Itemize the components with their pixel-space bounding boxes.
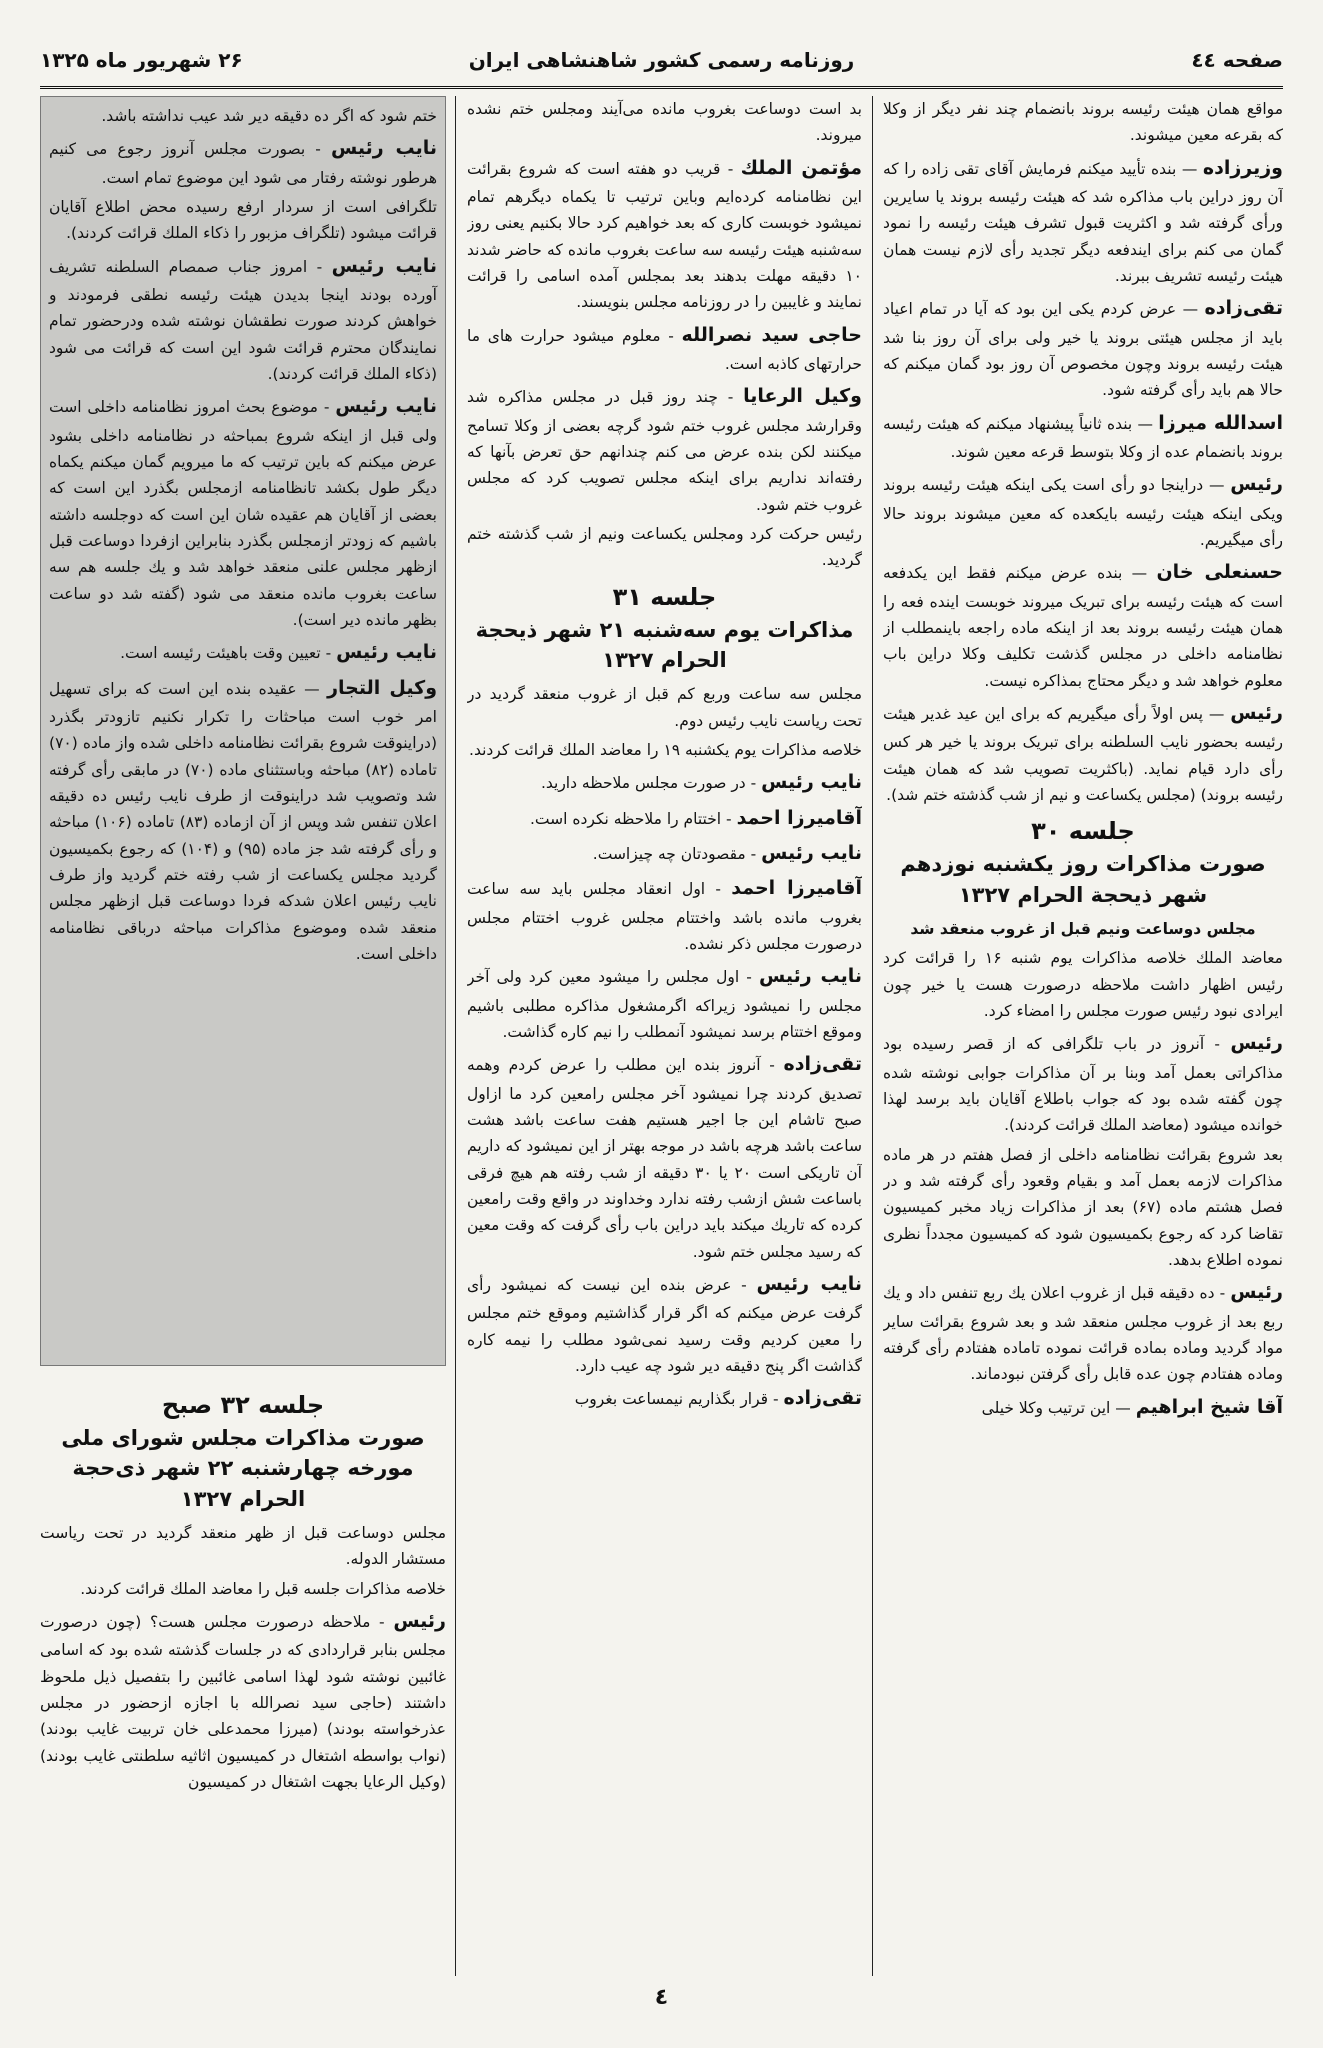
speaker-name: نایب رئیس xyxy=(758,965,862,988)
paragraph-text: — بنده ثانیاً پیشنهاد میکنم که هیئت رئیسه بروند بانضمام عده از وکلا بتوسط قرعه معین شوند. xyxy=(883,414,1283,461)
paragraph xyxy=(49,132,437,191)
paragraph-text: تلگرافی است از سردار ارفع رسیده محض اطلاع آقایان قرائت میشود (تلگراف مزبور را ذکاء الملك قرائت کردند). xyxy=(49,197,437,243)
column-divider-right xyxy=(872,96,873,1976)
paragraph xyxy=(883,1142,1283,1274)
paragraph xyxy=(467,837,862,869)
session-30-opening: مجلس دوساعت ونیم قبل از غروب منعقد شد xyxy=(910,919,1256,938)
paragraph-text: — دراینجا دو رأی است یکی اینکه هیئت رئیسه بروند ویکی اینکه هیئت رئیسه بایکعده که معین میشوند بروند حالا رأی میگیریم. xyxy=(883,476,1283,549)
paragraph xyxy=(49,636,437,668)
shaded-box xyxy=(40,96,446,1366)
paragraph-text: - عرض بنده این نیست که نمیشود رأی گرفت عرض میکنم که اگر قرار گذاشتیم وموقع ختم مجلس را معین کردیم وقت رسید نمی‌شود مطلب را نیمه کاره گذاشت اگر پنج دقیقه دیر شود چه عیب دارد. xyxy=(467,1275,862,1375)
speaker-name: نایب رئیس xyxy=(335,395,437,418)
paragraph xyxy=(40,1520,446,1573)
paragraph-text: - اول مجلس را میشود معین کرد ولی آخر مجلس را نمیشود زیراکه اگرمشغول مذاکره مطلبی باشیم وموقع اختتام برسد نمیشود آنمطلب را نیم کاره گذاشت. xyxy=(467,968,862,1041)
speaker-name: وزیرزاده xyxy=(1202,156,1283,179)
column-middle xyxy=(467,96,862,1976)
paragraph xyxy=(467,319,862,378)
paragraph-text: - ده دقیقه قبل از غروب اعلان یك ربع تنفس داد و یك ربع بعد از غروب مجلس منعقد شد و بعد شروع بقرائت سایر مواد گردید وماده بماده قرائت نموده تاماده هفتادم رأی گرفته وماده هفتادم چون عده قابل رأی گرفتن نبودماند. xyxy=(883,1284,1283,1384)
paragraph xyxy=(467,681,862,734)
speaker-name: رئیس xyxy=(1230,1032,1283,1055)
session-31-title: مذاکرات یوم سه‌شنبه ۲۱ شهر ذیحجة الحرام ۱۳۲۷ xyxy=(475,617,854,672)
speaker-name: رئیس xyxy=(393,1610,446,1633)
speaker-name: نایب رئیس xyxy=(331,254,437,277)
column-divider-left xyxy=(455,96,456,1976)
paragraph xyxy=(883,1027,1283,1138)
header-rule xyxy=(40,86,1283,89)
paragraph-text: — بنده عرض میکنم فقط این یکدفعه است که هیئت رئیسه برای تبریک میروند خوبست اینده فعه را همان هیئت رئیسه بروند بعد از اینکه ماده راجعه باینمطلب از نظامنامه داخلی در مجلس گذشت تکلیف وکلا دراین باب معلوم خواهد شد و دیگر محتاج بمذاکره نیست. xyxy=(883,564,1283,690)
paragraph-text: — عقیده بنده این است که برای تسهیل امر خوب است مباحثات را تکرار نکنیم تازودتر بگذرد (دراینوقت شروع بقرائت نظامنامه داخلی شده واز ماده (۷۰) تاماده (۸۲) مباحثه وباستثنای ماده (۷۰) در مابقی رأی گرفته شد وتصویب شد دراینوقت از طرف نایب رئیس ده دقیقه اعلان تنفس شد وپس از آن ازماده (۸۳) تاماده (۱۰۶) مباحثه و رأی گرفته شد جز ماده (۹۵) و (۱۰۴) که رجوع بکمیسیون گردید مجلس یکساعت از شب رفته ختم گردید واز طرف نایب رئیس اعلان شدکه فردا دوساعت قبل ازظهر مجلس منعقد شده وموضوع مذاکرات مباحثه درباقی نظامنامه داخلی است. xyxy=(49,679,438,964)
paragraph xyxy=(467,872,862,957)
speaker-name: رئیس xyxy=(1230,1281,1283,1304)
paragraph xyxy=(883,468,1283,553)
col-left-box-paragraphs xyxy=(41,97,445,976)
session-32-heading xyxy=(40,1388,446,1514)
paragraph-text: - موضوع بحث امروز نظامنامه داخلی است ولی قبل از اینکه شروع بمباحثه در نظامنامه داخلی بشود عرض میکنم که باین ترتیب که ما میرویم گمان میکنم یکماه دیگر طول بکشد تانظامنامه ازمجلس بگذرد این است که بعضی از آقایان هم عقیده شان این است که دوجلسه داشته باشیم که زودتر ازمجلس بگذرد بنابراین ازفردا دوساعت قبل ازظهر مجلس علنی منعقد خواهد شد و یك جلسه هم سه ساعت بغروب مانده منعقد می شود (گفته شد دو ساعت بظهر مانده دیر است). xyxy=(49,398,437,630)
paragraph xyxy=(49,390,437,633)
speaker-name: آقامیرزا احمد xyxy=(731,877,862,900)
paragraph xyxy=(467,380,862,518)
session-30-number: جلسه ۳۰ xyxy=(1031,817,1135,846)
paragraph-text: — این ترتیب وکلا خیلی xyxy=(981,1398,1131,1417)
issue-date: ۲۶ شهریور ماه ۱۳۲۵ xyxy=(40,48,243,72)
paragraph-text: - بصورت مجلس آنروز رجوع می کنیم هرطور نوشته رفتار می شود این موضوع تمام است. xyxy=(49,140,437,187)
paragraph xyxy=(883,1276,1283,1387)
paragraph-text: - در صورت مجلس ملاحظه دارید. xyxy=(540,774,757,793)
paragraph xyxy=(883,556,1283,694)
paragraph xyxy=(467,521,862,574)
paragraph xyxy=(883,96,1283,149)
speaker-name: رئیس xyxy=(1230,701,1283,724)
paragraph xyxy=(883,292,1283,403)
speaker-name: اسدالله میرزا xyxy=(1158,411,1283,434)
col-right-paragraphs xyxy=(883,96,1283,808)
column-right xyxy=(883,96,1283,1976)
session-30-title: صورت مذاکرات روز یکشنبه نوزدهم شهر ذیحجة الحرام ۱۳۲۷ xyxy=(900,852,1266,907)
speaker-name: رئیس xyxy=(1230,473,1283,496)
paragraph-text: — عرض کردم یکی این بود که آیا در تمام اعیاد باید از مجلس هیئتی بروند یا خیر ولی برای آن روز بنا شد هیئت رئیسه بروند وچون مخصوص آن روز بود گمان میکنم که حالا هم باید رأی گرفته شود. xyxy=(883,300,1283,400)
paragraph xyxy=(40,1605,446,1795)
page-label: صفحه ٤٤ xyxy=(1191,48,1283,72)
paragraph xyxy=(883,152,1283,290)
speaker-name: آقا شیخ ابراهیم xyxy=(1135,1395,1283,1418)
paragraph xyxy=(467,737,862,763)
session-32-number: جلسه ۳۲ صبح xyxy=(161,1391,325,1419)
newspaper-title: روزنامه رسمی کشور شاهنشاهی ایران xyxy=(468,48,855,72)
paragraph xyxy=(49,672,437,968)
page-number: ٤ xyxy=(654,1985,669,2010)
col-mid-paragraphs xyxy=(467,96,862,574)
paragraph xyxy=(467,1382,862,1414)
paragraph-text: - چند روز قبل در مجلس مذاکره شد وقرارشد مجلس غروب ختم شود گرچه بعضی از وکلا تسامح میکنند لکن بنده عرض می کنم چندانهم حق تعرض بآنها که رفته‌اند نداریم برای اینکه مجلس تصویب کرد که مجلس غروب ختم شود. xyxy=(467,388,862,514)
paragraph-text: - ملاحظه درصورت مجلس هست؟ (چون درصورت مجلس بنابر قراردادی که در جلسات گذشته شده بود که اسامی غائبین نوشته شود لهذا اسامی غائبین را بتفصیل ذیل ملحوظ داشتند (حاجی سید نصرالله با اجازه ازحضور در مجلس عذرخواسته بودند) (میرزا محمدعلی خان تربیت غایب بودند) (نواب بواسطه اشتغال در کمیسیون اثاثیه سلطنتی غایب بودند) (وکیل الرعایا بجهت اشتغال در کمیسیون xyxy=(40,1613,446,1792)
page-header xyxy=(40,40,1283,80)
paragraph-text: - مقصودتان چه چیزاست. xyxy=(592,845,757,863)
paragraph-text: - آنروز در باب تلگرافی که از قصر رسیده بود مذاکراتی بعمل آمد وبنا بر آن مذاکرات جوابی نوشته شده چون گفته شده بود که جواب باطلاع آقایان باید برسد لهذا خوانده میشود (معاضد الملك قرائت کردند). xyxy=(883,1035,1283,1135)
session-31-heading xyxy=(467,580,862,676)
speaker-name: نایب رئیس xyxy=(331,137,437,160)
paragraph-text: - اختتام را ملاحظه نکرده است. xyxy=(530,809,732,828)
speaker-name: آقامیرزا احمد xyxy=(736,806,862,829)
speaker-name: نایب رئیس xyxy=(336,641,437,664)
paragraph-text: - قرار بگذاریم نیمساعت بغروب xyxy=(574,1390,779,1409)
column-left-lower xyxy=(40,1382,446,1962)
session-30-heading xyxy=(883,814,1283,910)
session-31-number: جلسه ۳۱ xyxy=(612,582,717,611)
speaker-name: تقی‌زاده xyxy=(783,1387,862,1410)
col-right-paragraphs-2 xyxy=(883,945,1283,1423)
paragraph xyxy=(49,194,437,247)
paragraph-text: - اول انعقاد مجلس باید سه ساعت بغروب مانده باشد واختتام مجلس غروب اختتام مجلس درصورت مجلس ذکر نشده. xyxy=(467,880,862,953)
paragraph-text: خلاصه مذاکرات یوم یکشنبه ۱۹ را معاضد الملك قرائت کردند. xyxy=(469,741,862,760)
speaker-name: نایب رئیس xyxy=(761,771,862,794)
paragraph-text: - امروز جناب صمصام السلطنه تشریف آورده بودند اینجا بدیدن هیئت رئیسه نطقی فرمودند و خواهش کردند صورت نطقشان نوشته شده ودرحضور تمام نمایندگان محترم قرائت شود این است که قرائت می شود (ذکاء الملك قرائت کردند). xyxy=(49,257,437,383)
session-32-title: صورت مذاکرات مجلس شورای ملی مورخه چهارشنبه ۲۲ شهر ذی‌حجة الحرام ۱۳۲۷ xyxy=(61,1425,425,1511)
speaker-name: نایب رئیس xyxy=(761,842,862,864)
paragraph-text: — بنده تأیید میکنم فرمایش آقای تقی زاده را که آن روز دراین باب مذاکره شد که هیئت رئیسه بروند یا سایرین ورأی گرفته شد و اکثریت قبول تشرف هیئت رئیسه را نمود گمان می کنم برای ایندفعه دیگر تجدید رأی لازم نیست همان هیئت رئیسه تشریف ببرند. xyxy=(883,159,1283,286)
paragraph-text: - قریب دو هفته است که شروع بقرائت این نظامنامه کرده‌ایم وباین ترتیب تا یکماه دیگرهم تمام نمیشود خوبست کاری که بعد خواهیم کرد حالا بکنیم یعنی روز سه‌شنبه هیئت رئیسه سه ساعت بغروب مانده که حاضر شدند ۱۰ دقیقه مهلت بدهند بعد بمجلس آمده اسامی را قرائت نمایند و غایبین را در روزنامه مجلس بنویسند. xyxy=(467,159,862,312)
paragraph xyxy=(467,802,862,834)
paragraph xyxy=(49,250,437,388)
paragraph xyxy=(49,103,437,129)
paragraph-text: بعد شروع بقرائت نظامنامه داخلی از فصل هفتم در هر ماده مذاکرات لازمه بعمل آمد و بقیام وقعود رأی گرفته شد و در فصل هشتم ماده (۶۷) بعد از مذاکرات زیاد مخبر کمیسیون تقاضا کرد که رجوع بکمیسیون شود که کمیسیون مجدداً نظری نموده اطلاع بدهد. xyxy=(883,1145,1283,1270)
speaker-name: وکیل الرعایا xyxy=(743,385,862,408)
speaker-name: حاجی سید نصرالله xyxy=(681,323,862,346)
paragraph xyxy=(467,766,862,798)
paragraph xyxy=(467,1268,862,1379)
paragraph xyxy=(40,1576,446,1602)
paragraph xyxy=(883,945,1283,1024)
paragraph-text: مجلس دوساعت قبل از ظهر منعقد گردید در تحت ریاست مستشار الدوله. xyxy=(40,1524,446,1569)
speaker-name: حسنعلی خان xyxy=(1156,561,1283,584)
speaker-name: وکیل التجار xyxy=(327,676,438,699)
paragraph-text: ختم شود که اگر ده دقیقه دیر شد عیب نداشته باشد. xyxy=(101,107,437,125)
paragraph xyxy=(883,697,1283,808)
paragraph xyxy=(883,407,1283,466)
speaker-name: تقی‌زاده xyxy=(783,1053,862,1076)
paragraph xyxy=(467,960,862,1045)
paragraph-text: - معلوم میشود حرارت های ما حرارتهای کاذبه است. xyxy=(467,326,862,373)
paragraph xyxy=(883,1391,1283,1423)
paragraph-text: خلاصه مذاکرات جلسه قبل را معاضد الملك قرائت کردند. xyxy=(80,1579,446,1598)
paragraph-text: رئیس حرکت کرد ومجلس یکساعت ونیم از شب گذشته ختم گردید. xyxy=(467,525,862,570)
paragraph-text: بد است دوساعت بغروب مانده می‌آیند ومجلس ختم نشده میروند. xyxy=(467,100,862,145)
paragraph-text: — پس اولاً رأی میگیریم که برای این عید غدیر هیئت رئیسه بحضور نایب السلطنه برای تبریک بروند یا خیر هر کس رأی دارد قیام نماید. (باکثریت تصویب شد که همان هیئت رئیسه بروند) (مجلس یکساعت و نیم از شب گذشته ختم شد). xyxy=(883,704,1283,804)
paragraph-text: مواقع همان هیئت رئیسه بروند بانضمام چند نفر دیگر از وکلا که بقرعه معین میشوند. xyxy=(883,100,1283,145)
paragraph xyxy=(467,152,862,316)
paragraph xyxy=(467,96,862,149)
paragraph-text: مجلس سه ساعت وربع کم قبل از غروب منعقد گردید در تحت ریاست نایب رئیس دوم. xyxy=(467,685,862,730)
paragraph xyxy=(467,1048,862,1265)
col-left-paragraphs-2 xyxy=(40,1520,446,1795)
col-mid-paragraphs-2 xyxy=(467,681,862,1414)
paragraph-text: - آنروز بنده این مطلب را عرض کردم وهمه تصدیق کردند چرا نمیشود آخر مجلس رامعین کرد ما ازاول صبح تاشام این جا اجیر هستیم هفت ساعت باشد هشت ساعت باشد هرچه باشد در موجه بهتر از این نمیشود که داریم آن تاریکی است ۲۰ یا ۳۰ دقیقه از شب رفته هم هیچ فرقی باساعت شش ازشب رفته ندارد وخداوند در واقع وقت رامعین کرده که تاریك میکند باید دراین باب رأی گرفت که وقت معین که رسید مجلس ختم شود. xyxy=(467,1056,862,1261)
paragraph-text: - تعیین وقت باهیئت رئیسه است. xyxy=(120,644,332,663)
paragraph-text: معاضد الملك خلاصه مذاکرات یوم شنبه ۱۶ را قرائت کرد رئیس اظهار داشت ملاحظه درصورت هست یا خیر چون ایرادی نبود رئیس صورت مجلس را امضاء کرد. xyxy=(883,949,1283,1021)
speaker-name: مؤتمن الملك xyxy=(740,156,862,179)
speaker-name: نایب رئیس xyxy=(756,1272,862,1295)
speaker-name: تقی‌زاده xyxy=(1204,297,1283,320)
